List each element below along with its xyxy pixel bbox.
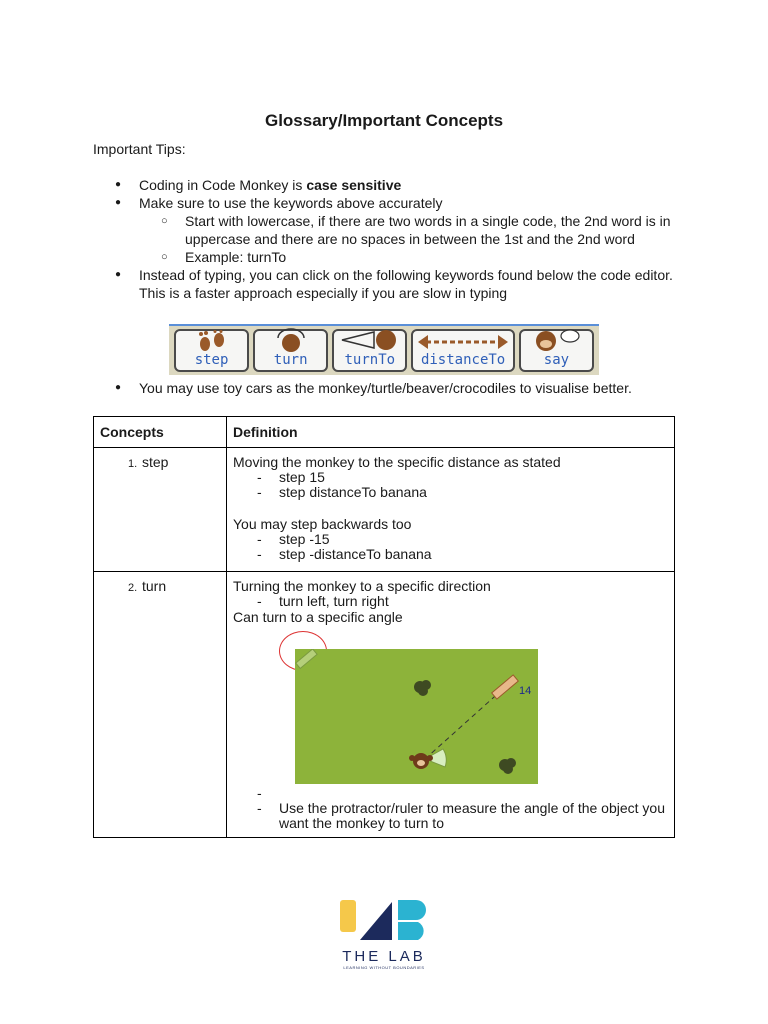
footprints-icon: [195, 330, 229, 352]
table-row: [94, 448, 675, 572]
keyword-distanceto-button[interactable]: [411, 329, 515, 372]
game-field: [295, 649, 538, 784]
tip-keywords: ● Make sure to use the keywords above accurately ○ Start with lowercase, if there are two words in a single code, the 2nd word is in uppercase and there are no spaces in between the 1st and the 2nd word ○ Example: turnTo: [93, 194, 693, 266]
logo-tagline: LEARNING WITHOUT BOUNDARIES: [343, 965, 425, 970]
definition-text: Can turn to a specific angle: [233, 609, 403, 625]
tip-click-keywords: ● Instead of typing, you can click on the following keywords found below the code editor. This is a faster approach especially if you are slow in typing: [93, 266, 693, 302]
example-item: - step -distanceTo banana: [233, 547, 668, 562]
example-item: - step distanceTo banana: [233, 485, 668, 500]
concept-name: turn: [142, 578, 167, 594]
concept-cell: [94, 448, 227, 572]
column-header-concepts: Concepts: [94, 417, 227, 448]
example-item: - step -15: [233, 532, 668, 547]
definition-text: Moving the monkey to the specific distance as stated: [233, 454, 561, 470]
definition-cell: [227, 572, 675, 838]
example-item: - step 15: [233, 470, 668, 485]
tip-sub-example: ○ Example: turnTo: [139, 248, 693, 266]
ruler-icon: [492, 675, 519, 699]
row-number: 2.: [128, 582, 138, 594]
keyword-turn-button[interactable]: [253, 329, 328, 372]
keyword-step-button[interactable]: [174, 329, 249, 372]
keyword-label: distanceTo: [420, 352, 506, 368]
definition-text: Turning the monkey to a specific direction: [233, 578, 491, 594]
keyword-label: say: [543, 352, 570, 368]
table-header-row: [94, 417, 675, 448]
keyword-turnto-button[interactable]: [332, 329, 407, 372]
tip-toy-cars: ● You may use toy cars as the monkey/turtle/beaver/crocodiles to visualise better.: [93, 379, 632, 397]
concept-cell: [94, 572, 227, 838]
the-lab-logo: [338, 898, 430, 968]
tips-heading: Important Tips:: [93, 141, 186, 157]
example-item: - turn left, turn right: [233, 594, 668, 609]
table-row: [94, 572, 675, 838]
definition-text: You may step backwards too: [233, 516, 412, 532]
example-item: [233, 786, 668, 801]
keyword-label: step: [194, 352, 229, 368]
keyword-label: turn: [273, 352, 308, 368]
keyword-bar: [169, 324, 599, 375]
logo-name: THE LAB: [342, 948, 426, 965]
keyword-label: turnTo: [344, 352, 396, 368]
concept-name: step: [142, 454, 169, 470]
monkey-speech-icon: [526, 328, 586, 352]
tip-case-sensitive: ● Coding in Code Monkey is case sensitive: [93, 176, 693, 194]
tip-sub-lowercase: ○ Start with lowercase, if there are two words in a single code, the 2nd word is in uppercase and there are no spaces in between the 1st and the 2nd word: [139, 212, 693, 248]
example-item: - Use the protractor/ruler to measure the angle of the object you want the monkey to turn to: [233, 801, 668, 831]
row-number: 1.: [128, 458, 138, 470]
distance-readout: 14: [519, 685, 532, 697]
keyword-say-button[interactable]: [519, 329, 594, 372]
game-screenshot: [233, 631, 668, 786]
bush-icon: [414, 680, 431, 696]
tips-list: [93, 176, 693, 302]
monkey-head-turn-icon: [274, 328, 308, 352]
turn-to-icon: [338, 328, 402, 352]
concepts-table: [93, 416, 675, 838]
page-title: Glossary/Important Concepts: [264, 111, 504, 130]
column-header-definition: Definition: [227, 417, 675, 448]
definition-cell: [227, 448, 675, 572]
bush-icon: [499, 758, 516, 774]
double-arrow-icon: [418, 331, 508, 352]
